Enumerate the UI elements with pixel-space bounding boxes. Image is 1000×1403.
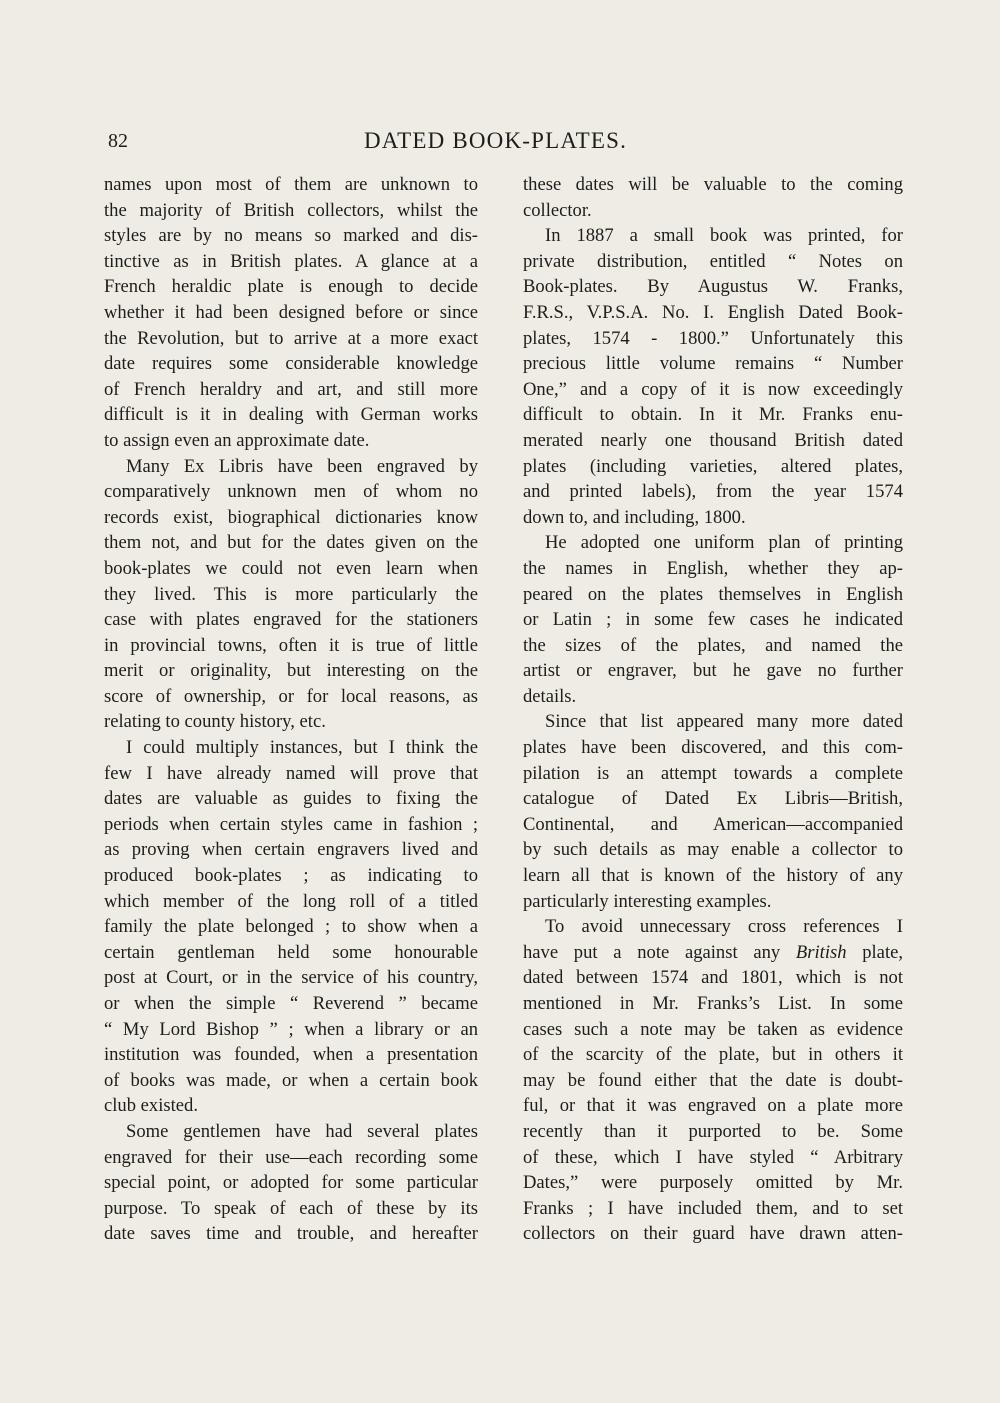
text-line: collector. <box>523 199 592 221</box>
text-line: I could multiply instances, but I think the <box>126 737 478 759</box>
text-line: In 1887 a small book was printed, for <box>545 225 903 247</box>
text-line: private distribution, entitled “ Notes on <box>523 250 903 272</box>
text-line: by such details as may enable a collector to <box>523 839 903 861</box>
text-line: family the plate belonged ; to show when a <box>104 916 478 938</box>
text-line: in provincial towns, often it is true of little <box>104 634 478 656</box>
text-line: peared on the plates themselves in English <box>523 583 903 605</box>
text-line: the names in English, whether they ap- <box>523 557 903 579</box>
text-line: the majority of British collectors, whilst the <box>104 199 478 221</box>
text-line: merated nearly one thousand British dated <box>523 429 903 451</box>
text-line: F.R.S., V.P.S.A. No. I. English Dated Book- <box>523 301 903 323</box>
text-line: pilation is an attempt towards a complete <box>523 762 903 784</box>
text-line: these dates will be valuable to the coming <box>523 174 903 195</box>
text-line: One,” and a copy of it is now exceedingly <box>523 378 903 400</box>
text-line: artist or engraver, but he gave no further <box>523 660 903 682</box>
text-line: He adopted one uniform plan of printing <box>545 532 903 554</box>
text-line: names upon most of them are unknown to <box>104 174 478 195</box>
text-line: Dates,” were purposely omitted by Mr. <box>523 1172 903 1194</box>
text-line: date saves time and trouble, and hereafter <box>104 1223 478 1245</box>
page-number: 82 <box>108 130 128 152</box>
text-line: details. <box>523 685 577 707</box>
text-line: or when the simple “ Reverend ” became <box>104 993 478 1014</box>
text-line: tinctive as in British plates. A glance at a <box>104 250 478 272</box>
text-line: styles are by no means so marked and dis- <box>104 225 478 247</box>
text-line: special point, or adopted for some particular <box>104 1172 478 1194</box>
text-line: particularly interesting examples. <box>523 890 772 912</box>
text-line: learn all that is known of the history of any <box>523 865 903 887</box>
text-line: plates, 1574 - 1800.” Unfortunately this <box>523 327 903 349</box>
text-line: have put a note against any British plate, <box>523 941 904 963</box>
text-line: Some gentlemen have had several plates <box>126 1120 478 1142</box>
text-line: relating to county history, etc. <box>104 711 326 733</box>
text-line: plates (including varieties, altered plates, <box>523 455 903 477</box>
running-head: DATED BOOK-PLATES. <box>364 128 628 153</box>
text-line: Many Ex Libris have been engraved by <box>126 455 478 477</box>
text-line: comparatively unknown men of whom no <box>104 481 478 503</box>
text-line: or Latin ; in some few cases he indicated <box>523 609 903 631</box>
text-line: of French heraldry and art, and still more <box>104 378 478 400</box>
text-line: post at Court, or in the service of his country, <box>104 967 478 989</box>
text-line: precious little volume remains “ Number <box>523 353 903 375</box>
text-line: collectors on their guard have drawn atten- <box>523 1223 903 1245</box>
text-line: to assign even an approximate date. <box>104 429 370 451</box>
text-line: of these, which I have styled “ Arbitrary <box>523 1146 903 1168</box>
text-line: may be found either that the date is doubt- <box>523 1069 903 1091</box>
text-line: plates have been discovered, and this com- <box>523 737 903 759</box>
text-line: case with plates engraved for the stationers <box>104 609 478 631</box>
text-line: the Revolution, but to arrive at a more exact <box>104 327 478 349</box>
text-line: dated between 1574 and 1801, which is not <box>523 967 903 989</box>
text-line: club existed. <box>104 1095 198 1117</box>
text-line: merit or originality, but interesting on the <box>104 660 478 682</box>
italic-word: British <box>795 941 847 963</box>
text-line: difficult is it in dealing with German works <box>104 404 478 426</box>
text-line: catalogue of Dated Ex Libris—British, <box>523 788 903 810</box>
left-column <box>104 172 478 1247</box>
text-line: down to, and including, 1800. <box>523 506 746 528</box>
text-line: difficult to obtain. In it Mr. Franks enu- <box>523 404 903 426</box>
text-line: the sizes of the plates, and named the <box>523 634 903 656</box>
text-line: Since that list appeared many more dated <box>545 711 903 733</box>
text-line: institution was founded, when a presentation <box>104 1044 478 1066</box>
text-line: of books was made, or when a certain book <box>104 1069 478 1091</box>
text-line: they lived. This is more particularly the <box>104 583 478 605</box>
text-line: To avoid unnecessary cross references I <box>545 916 903 938</box>
text-line: them not, and but for the dates given on the <box>104 532 478 554</box>
text-line: whether it had been designed before or since <box>104 301 478 323</box>
text-line: Franks ; I have included them, and to set <box>523 1197 903 1219</box>
text-line: records exist, biographical dictionaries know <box>104 506 478 528</box>
text-line: dates are valuable as guides to fixing the <box>104 788 478 810</box>
text-line: certain gentleman held some honourable <box>104 941 478 963</box>
text-line: purpose. To speak of each of these by its <box>104 1197 478 1219</box>
text-line: of the scarcity of the plate, but in others it <box>523 1044 903 1066</box>
text-line: as proving when certain engravers lived and <box>104 839 478 861</box>
text-line: which member of the long roll of a titled <box>104 890 478 912</box>
text-line: and printed labels), from the year 1574 <box>523 481 903 503</box>
text-line: Continental, and American—accompanied <box>523 813 903 835</box>
text-line: few I have already named will prove that <box>104 762 478 784</box>
text-line: cases such a note may be taken as evidence <box>523 1018 903 1040</box>
text-line: book-plates we could not even learn when <box>104 557 478 579</box>
text-line: Book-plates. By Augustus W. Franks, <box>523 276 903 298</box>
text-line: French heraldic plate is enough to decide <box>104 276 478 298</box>
text-line: “ My Lord Bishop ” ; when a library or an <box>104 1018 478 1040</box>
text-line: score of ownership, or for local reasons, as <box>104 685 478 707</box>
right-column <box>523 172 903 1247</box>
text-line: periods when certain styles came in fashion ; <box>104 813 478 835</box>
text-line: date requires some considerable knowledge <box>104 353 478 375</box>
text-line: engraved for their use—each recording some <box>104 1146 478 1168</box>
text-line: mentioned in Mr. Franks’s List. In some <box>523 993 903 1014</box>
text-line: produced book-plates ; as indicating to <box>104 865 478 887</box>
text-line: ful, or that it was engraved on a plate more <box>523 1095 903 1117</box>
text-line: recently than it purported to be. Some <box>523 1120 903 1142</box>
